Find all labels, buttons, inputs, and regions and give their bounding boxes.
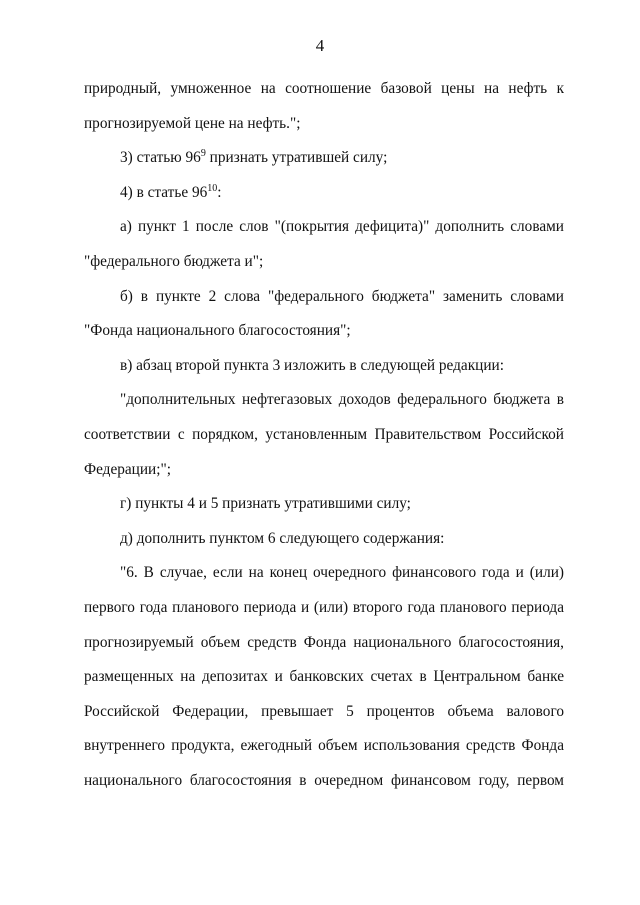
text-line: "Фонда национального благосостояния";: [84, 322, 351, 340]
item-4-superscript: 10: [207, 182, 218, 194]
text-line: д) дополнить пунктом 6 следующего содержания:: [120, 529, 445, 547]
text-line: Федерации;";: [84, 460, 171, 478]
text-line: г) пункты 4 и 5 признать утратившими силу;: [120, 495, 411, 513]
text-line: "дополнительных нефтегазовых доходов федерального бюджета в: [120, 391, 564, 409]
item-3-superscript: 9: [200, 148, 206, 160]
text-line: национального благосостояния в очередном финансовом году, первом: [84, 771, 564, 789]
text-line: a) пункт 1 после слов "(покрытия дефицита)" дополнить словами: [120, 218, 564, 236]
text-line: в) абзац второй пункта 3 изложить в следующей редакции:: [120, 356, 504, 374]
item-4-text-end: :: [217, 183, 222, 201]
text-line: Российской Федерации, превышает 5 процентов объема валового: [84, 702, 564, 720]
item-3-text-end: признать утратившей силу;: [205, 149, 388, 167]
item-4-text: 4) в статье 96: [120, 183, 208, 201]
item-3-text: 3) статью 96: [120, 149, 201, 167]
text-line: б) в пункте 2 слова "федерального бюджета" заменить словами: [120, 287, 564, 305]
text-line: первого года планового периода и (или) второго года планового периода: [84, 598, 564, 616]
text-line: соответствии с порядком, установленным Правительством Российской: [84, 425, 564, 443]
text-line: "6. В случае, если на конец очередного финансового года и (или): [120, 564, 564, 582]
text-line: внутреннего продукта, ежегодный объем использования средств Фонда: [84, 737, 564, 755]
document-body: [84, 72, 564, 798]
text-line: "федерального бюджета и";: [84, 252, 264, 270]
text-line: природный, умноженное на соотношение базовой цены на нефть к: [84, 80, 564, 97]
item-3-line: [84, 141, 564, 176]
text-line: прогнозируемый объем средств Фонда национального благосостояния,: [84, 633, 564, 651]
text-line: прогнозируемой цене на нефть.";: [84, 114, 301, 132]
item-4-line: [84, 176, 564, 211]
page-number: 4: [315, 36, 325, 55]
text-line: размещенных на депозитах и банковских счетах в Центральном банке: [84, 668, 564, 686]
